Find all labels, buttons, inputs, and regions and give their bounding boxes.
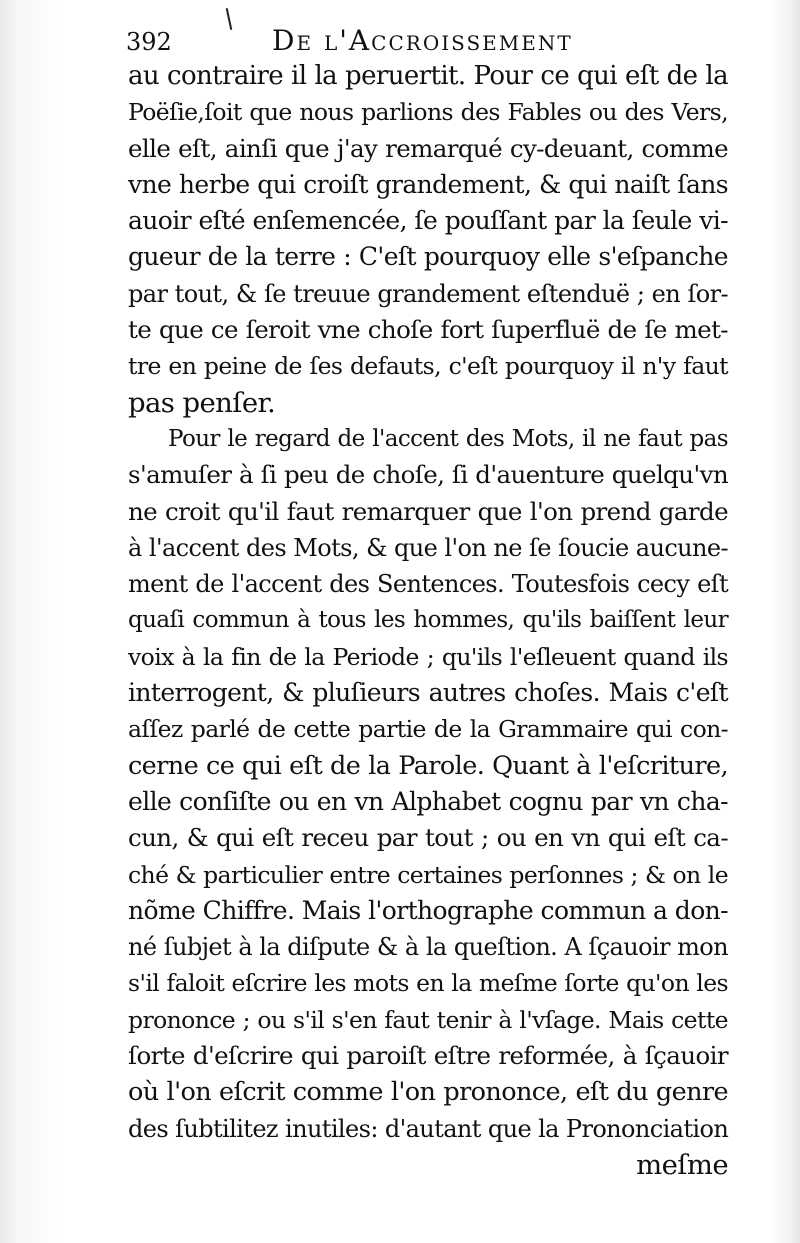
text-line: cerne ce qui eſt de la Parole. Quant à l'eſcriture,: [128, 750, 728, 781]
text-line: vne herbe qui croiſt grandement, & qui naiſt ſans: [128, 169, 728, 199]
text-line: te que ce ſeroit vne choſe fort ſuperfluë de ſe met-: [128, 315, 728, 345]
text-line: elle conſiſte ou en vn Alphabet cognu par vn cha-: [128, 786, 728, 816]
body-text: [128, 58, 728, 1183]
text-line: aſſez parlé de cette partie de la Grammaire qui con-: [128, 715, 728, 744]
text-line: ment de l'accent des Sentences. Toutesfois cecy eſt: [128, 570, 728, 599]
text-line: né ſubjet à la diſpute & à la queſtion. A ſçauoir mon: [128, 933, 728, 962]
text-line: interrogent, & pluſieurs autres choſes. Mais c'eſt: [128, 678, 728, 708]
text-line: ne croit qu'il faut remarquer que l'on prend garde: [128, 496, 728, 526]
text-line: au contraire il la peruertit. Pour ce qui eſt de la: [128, 61, 728, 91]
text-line: par tout, & ſe treuue grandement eſtenduë ; en ſor-: [128, 279, 728, 308]
text-line: à l'accent des Mots, & que l'on ne ſe ſoucie aucune-: [128, 533, 728, 562]
page-number: 392: [126, 28, 172, 56]
text-line: s'il faloit eſcrire les mots en la meſme ſorte qu'on les: [128, 969, 728, 998]
text-line: où l'on eſcrit comme l'on prononce, eſt du genre: [128, 1077, 728, 1108]
running-head: De l'Accroissement: [272, 24, 573, 57]
text-line: pas penſer.: [128, 386, 276, 419]
text-line: cun, & qui eſt receu par tout ; ou en vn qui eſt ca-: [128, 823, 728, 853]
text-line: ſorte d'eſcrire qui paroiſt eſtre reformée, à ſçauoir: [128, 1041, 728, 1071]
text-line: des ſubtilitez inutiles: d'autant que la Prononciation: [128, 1114, 729, 1143]
text-line: s'amuſer à ſi peu de choſe, ſi d'auenture quelqu'vn: [128, 460, 728, 490]
text-line: quaſi commun à tous les hommes, qu'ils baiſſent leur: [128, 607, 728, 634]
text-line: elle eſt, ainſi que j'ay remarqué cy-deuant, comme: [128, 133, 728, 163]
text-line: ché & particulier entre certaines perſonnes ; & on le: [128, 860, 728, 889]
text-line: nõme Chiffre. Mais l'orthographe commun a don-: [128, 895, 728, 925]
text-line: Poëſie,ſoit que nous parlions des Fables ou des Vers,: [128, 98, 728, 127]
text-line: voix à la fin de la Periode ; qu'ils l'eſleuent quand ils: [128, 642, 728, 671]
catchword: meſme: [636, 1148, 728, 1181]
text-line: tre en peine de ſes defauts, c'eſt pourquoy il n'y faut: [128, 352, 728, 381]
margin-mark: [226, 8, 233, 30]
text-line: gueur de la terre : C'eſt pourquoy elle s'eſpanche: [128, 242, 728, 272]
text-line: prononce ; ou s'il s'en faut tenir à l'vſage. Mais cette: [128, 1005, 728, 1034]
text-line: auoir eſté enſemencée, ſe pouſſant par la ſeule vi-: [128, 206, 728, 236]
paragraph-start-line: Pour le regard de l'accent des Mots, il ne faut pas: [168, 425, 728, 452]
